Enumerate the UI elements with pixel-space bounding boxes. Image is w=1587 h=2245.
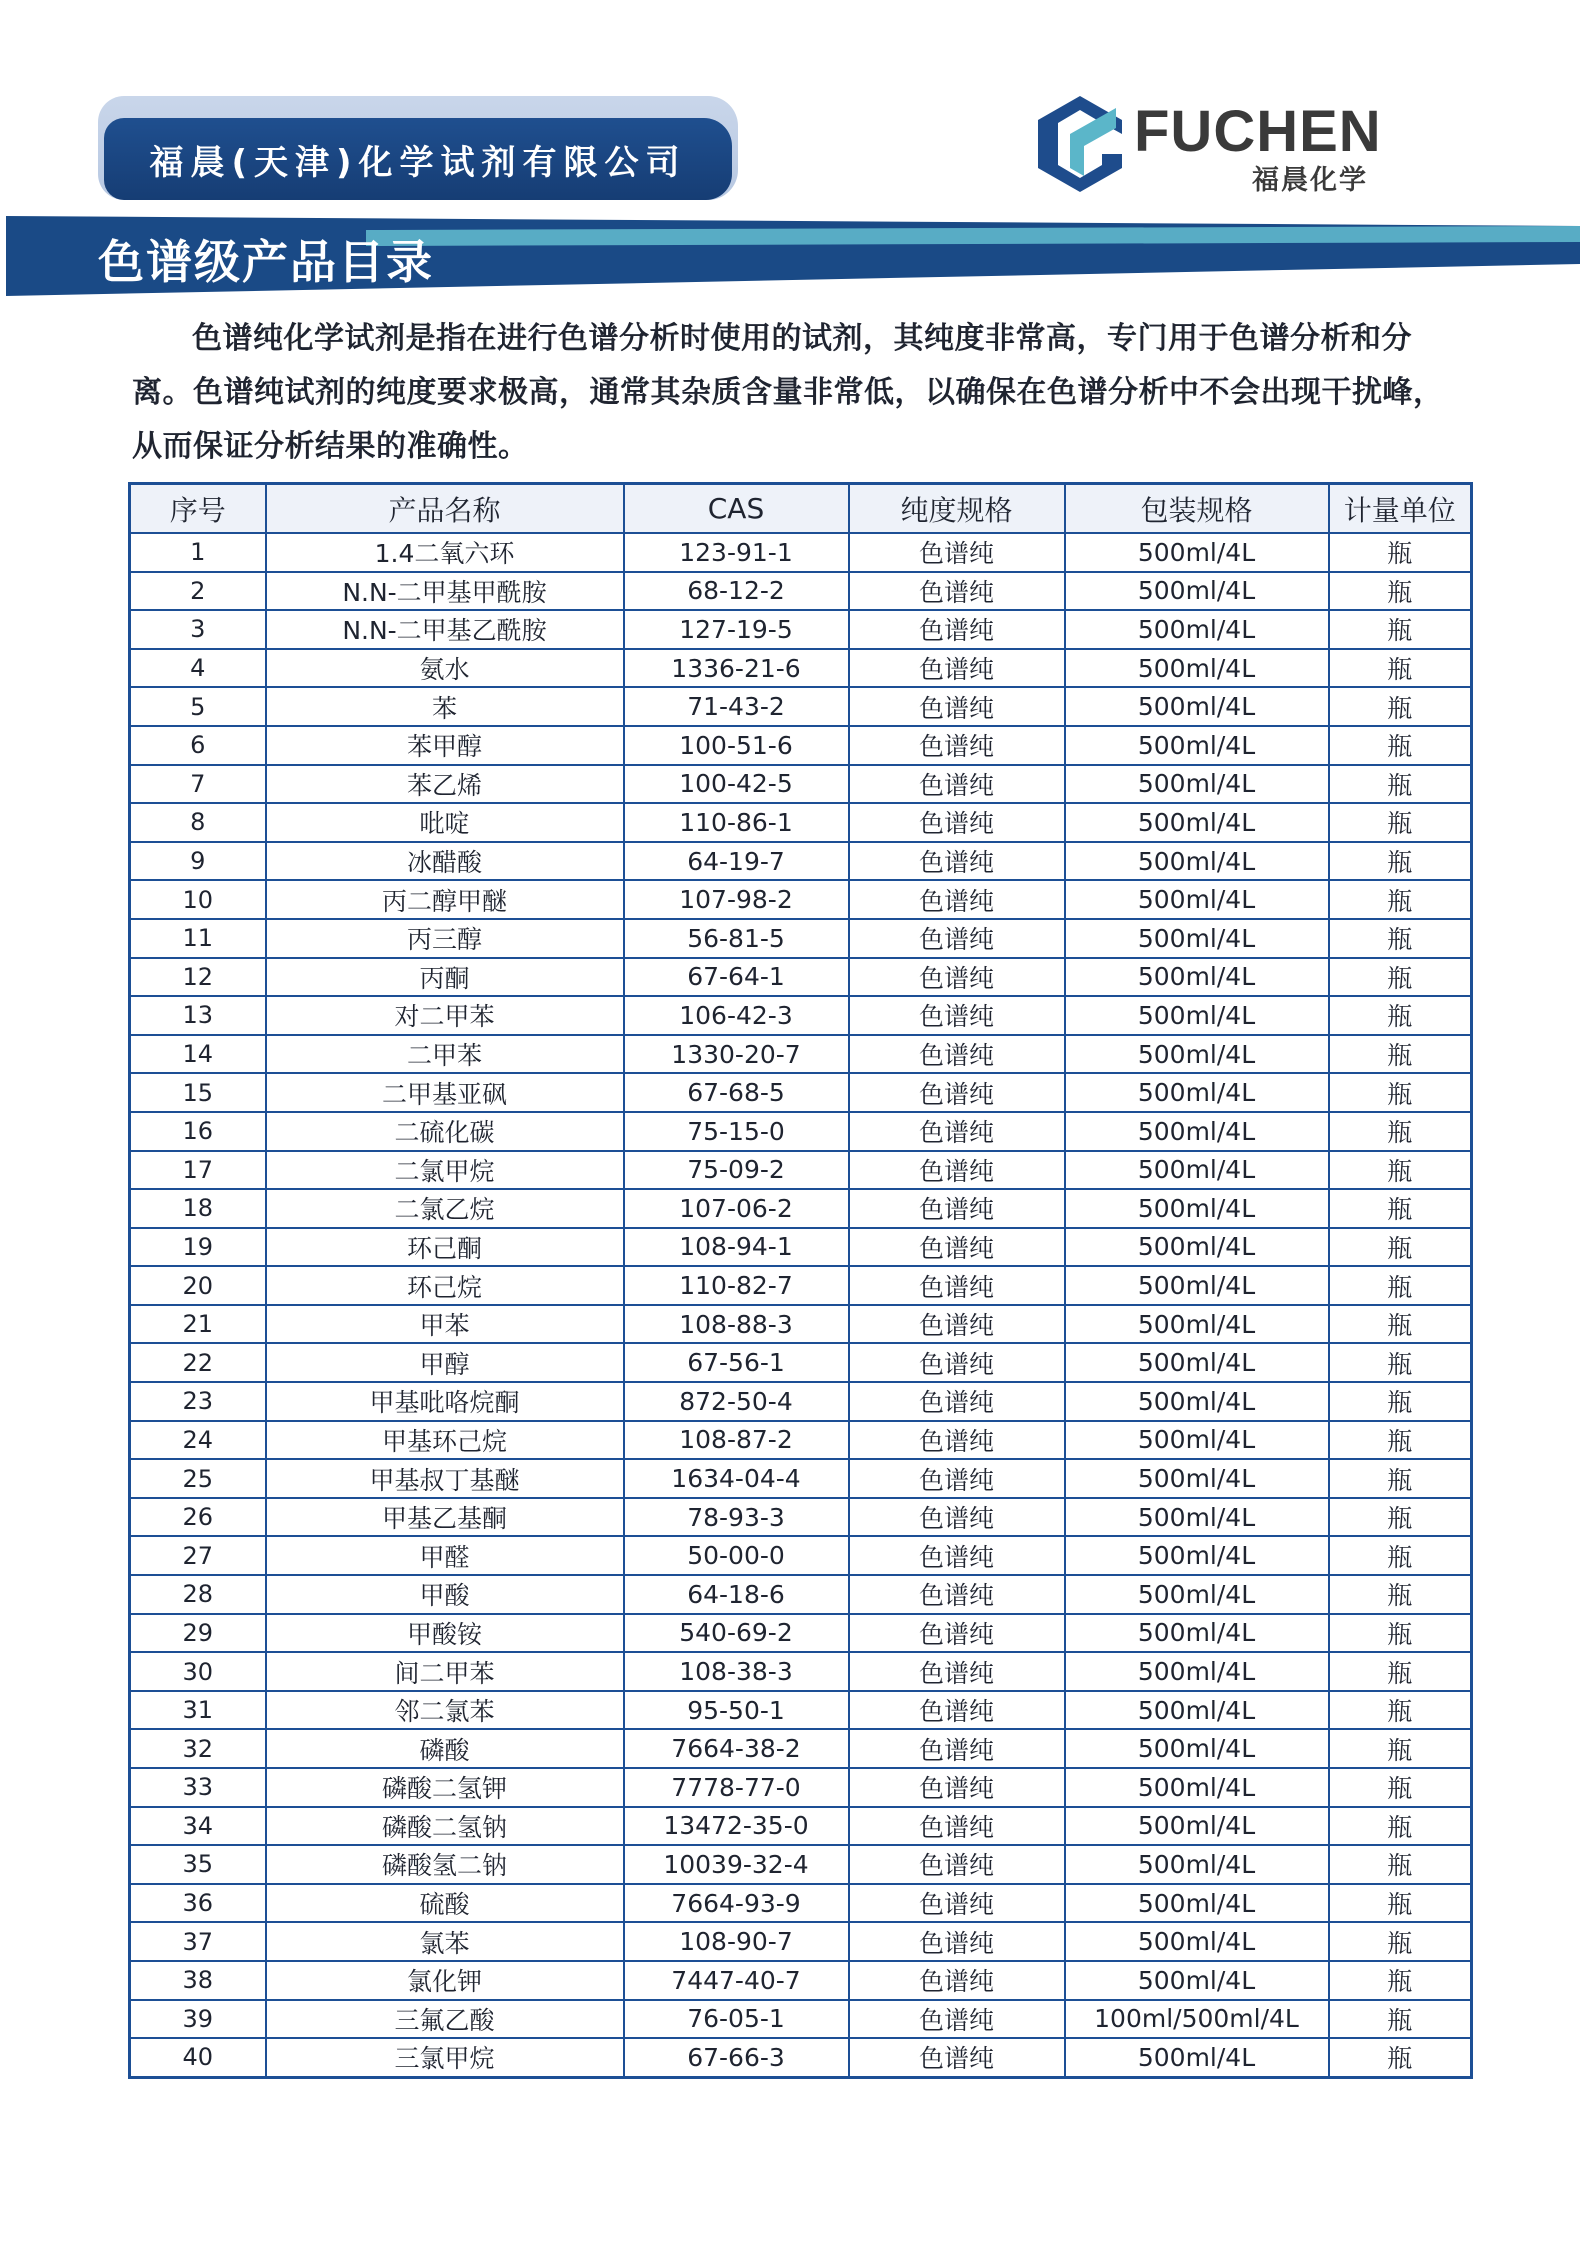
cell-index: 23 xyxy=(130,1382,266,1421)
cell-unit: 瓶 xyxy=(1329,1228,1472,1267)
cell-product-name: 苯甲醇 xyxy=(266,726,624,765)
cell-purity: 色谱纯 xyxy=(849,1382,1065,1421)
cell-unit: 瓶 xyxy=(1329,1421,1472,1460)
cell-index: 8 xyxy=(130,803,266,842)
table-row xyxy=(130,1922,1472,1961)
table-row xyxy=(130,1151,1472,1190)
cell-purity: 色谱纯 xyxy=(849,533,1065,572)
cell-index: 33 xyxy=(130,1768,266,1807)
cell-package: 500ml/4L xyxy=(1065,1922,1329,1961)
table-row xyxy=(130,1961,1472,2000)
cell-cas: 71-43-2 xyxy=(624,687,849,726)
cell-unit: 瓶 xyxy=(1329,1305,1472,1344)
cell-unit: 瓶 xyxy=(1329,1614,1472,1653)
cell-package: 500ml/4L xyxy=(1065,958,1329,997)
cell-cas: 56-81-5 xyxy=(624,919,849,958)
cell-unit: 瓶 xyxy=(1329,996,1472,1035)
cell-product-name: 邻二氯苯 xyxy=(266,1691,624,1730)
cell-unit: 瓶 xyxy=(1329,1035,1472,1074)
cell-product-name: 磷酸氢二钠 xyxy=(266,1845,624,1884)
cell-unit: 瓶 xyxy=(1329,687,1472,726)
section-title: 色谱级产品目录 xyxy=(98,235,434,289)
cell-product-name: N.N-二甲基甲酰胺 xyxy=(266,572,624,611)
cell-index: 21 xyxy=(130,1305,266,1344)
cell-cas: 95-50-1 xyxy=(624,1691,849,1730)
cell-product-name: 冰醋酸 xyxy=(266,842,624,881)
table-row xyxy=(130,533,1472,572)
cell-index: 4 xyxy=(130,649,266,688)
cell-index: 20 xyxy=(130,1266,266,1305)
cell-cas: 110-86-1 xyxy=(624,803,849,842)
cell-index: 15 xyxy=(130,1073,266,1112)
product-table xyxy=(128,482,1473,2079)
cell-cas: 78-93-3 xyxy=(624,1498,849,1537)
cell-cas: 108-88-3 xyxy=(624,1305,849,1344)
cell-package: 500ml/4L xyxy=(1065,1498,1329,1537)
table-row xyxy=(130,1575,1472,1614)
cell-purity: 色谱纯 xyxy=(849,1729,1065,1768)
cell-unit: 瓶 xyxy=(1329,1845,1472,1884)
header-unit: 计量单位 xyxy=(1329,484,1472,534)
cell-cas: 10039-32-4 xyxy=(624,1845,849,1884)
cell-purity: 色谱纯 xyxy=(849,1807,1065,1846)
header-purity: 纯度规格 xyxy=(849,484,1065,534)
header-package: 包装规格 xyxy=(1065,484,1329,534)
cell-product-name: 甲基环己烷 xyxy=(266,1421,624,1460)
cell-unit: 瓶 xyxy=(1329,842,1472,881)
cell-product-name: 间二甲苯 xyxy=(266,1652,624,1691)
table-row xyxy=(130,572,1472,611)
cell-purity: 色谱纯 xyxy=(849,1691,1065,1730)
cell-unit: 瓶 xyxy=(1329,2000,1472,2039)
cell-purity: 色谱纯 xyxy=(849,1961,1065,2000)
table-row xyxy=(130,610,1472,649)
cell-product-name: 甲酸铵 xyxy=(266,1614,624,1653)
cell-product-name: 硫酸 xyxy=(266,1884,624,1923)
cell-unit: 瓶 xyxy=(1329,1652,1472,1691)
table-row xyxy=(130,1884,1472,1923)
cell-purity: 色谱纯 xyxy=(849,842,1065,881)
cell-package: 500ml/4L xyxy=(1065,880,1329,919)
cell-unit: 瓶 xyxy=(1329,765,1472,804)
cell-product-name: 二甲基亚砜 xyxy=(266,1073,624,1112)
cell-cas: 67-68-5 xyxy=(624,1073,849,1112)
cell-cas: 7664-38-2 xyxy=(624,1729,849,1768)
cell-product-name: 二氯甲烷 xyxy=(266,1151,624,1190)
cell-cas: 108-87-2 xyxy=(624,1421,849,1460)
cell-package: 500ml/4L xyxy=(1065,996,1329,1035)
cell-unit: 瓶 xyxy=(1329,803,1472,842)
cell-package: 500ml/4L xyxy=(1065,1961,1329,2000)
table-row xyxy=(130,1845,1472,1884)
table-row xyxy=(130,1266,1472,1305)
cell-cas: 68-12-2 xyxy=(624,572,849,611)
cell-index: 36 xyxy=(130,1884,266,1923)
cell-unit: 瓶 xyxy=(1329,1459,1472,1498)
cell-unit: 瓶 xyxy=(1329,1807,1472,1846)
cell-purity: 色谱纯 xyxy=(849,1421,1065,1460)
cell-index: 6 xyxy=(130,726,266,765)
cell-unit: 瓶 xyxy=(1329,1536,1472,1575)
logo-subtext: 福晨化学 xyxy=(1252,165,1368,196)
cell-purity: 色谱纯 xyxy=(849,1536,1065,1575)
table-header-row xyxy=(130,484,1472,534)
cell-product-name: 磷酸 xyxy=(266,1729,624,1768)
cell-index: 37 xyxy=(130,1922,266,1961)
cell-index: 19 xyxy=(130,1228,266,1267)
cell-cas: 7664-93-9 xyxy=(624,1884,849,1923)
table-row xyxy=(130,1305,1472,1344)
cell-package: 500ml/4L xyxy=(1065,1382,1329,1421)
cell-unit: 瓶 xyxy=(1329,1266,1472,1305)
cell-package: 500ml/4L xyxy=(1065,726,1329,765)
fuchen-logo-icon xyxy=(1030,94,1130,194)
cell-cas: 1634-04-4 xyxy=(624,1459,849,1498)
cell-cas: 110-82-7 xyxy=(624,1266,849,1305)
cell-purity: 色谱纯 xyxy=(849,1922,1065,1961)
cell-index: 28 xyxy=(130,1575,266,1614)
cell-index: 16 xyxy=(130,1112,266,1151)
cell-product-name: 三氯甲烷 xyxy=(266,2038,624,2077)
cell-purity: 色谱纯 xyxy=(849,1073,1065,1112)
cell-index: 29 xyxy=(130,1614,266,1653)
table-row xyxy=(130,649,1472,688)
cell-purity: 色谱纯 xyxy=(849,1614,1065,1653)
cell-product-name: N.N-二甲基乙酰胺 xyxy=(266,610,624,649)
table-row xyxy=(130,1073,1472,1112)
cell-cas: 50-00-0 xyxy=(624,1536,849,1575)
cell-cas: 64-18-6 xyxy=(624,1575,849,1614)
cell-package: 500ml/4L xyxy=(1065,610,1329,649)
cell-unit: 瓶 xyxy=(1329,880,1472,919)
cell-unit: 瓶 xyxy=(1329,1073,1472,1112)
cell-index: 30 xyxy=(130,1652,266,1691)
cell-unit: 瓶 xyxy=(1329,533,1472,572)
cell-product-name: 甲基乙基酮 xyxy=(266,1498,624,1537)
cell-package: 500ml/4L xyxy=(1065,1228,1329,1267)
cell-package: 500ml/4L xyxy=(1065,842,1329,881)
cell-purity: 色谱纯 xyxy=(849,2038,1065,2077)
cell-package: 500ml/4L xyxy=(1065,1151,1329,1190)
cell-package: 500ml/4L xyxy=(1065,1691,1329,1730)
table-row xyxy=(130,2038,1472,2077)
header-product-name: 产品名称 xyxy=(266,484,624,534)
cell-purity: 色谱纯 xyxy=(849,1266,1065,1305)
table-row xyxy=(130,1691,1472,1730)
cell-index: 2 xyxy=(130,572,266,611)
table-row xyxy=(130,842,1472,881)
cell-product-name: 丙二醇甲醚 xyxy=(266,880,624,919)
cell-package: 500ml/4L xyxy=(1065,1112,1329,1151)
cell-package: 500ml/4L xyxy=(1065,572,1329,611)
cell-package: 500ml/4L xyxy=(1065,1189,1329,1228)
header-cas: CAS xyxy=(624,484,849,534)
cell-purity: 色谱纯 xyxy=(849,649,1065,688)
cell-purity: 色谱纯 xyxy=(849,1305,1065,1344)
cell-unit: 瓶 xyxy=(1329,1151,1472,1190)
table-row xyxy=(130,996,1472,1035)
cell-unit: 瓶 xyxy=(1329,958,1472,997)
cell-unit: 瓶 xyxy=(1329,1768,1472,1807)
table-row xyxy=(130,880,1472,919)
cell-purity: 色谱纯 xyxy=(849,572,1065,611)
cell-package: 500ml/4L xyxy=(1065,1884,1329,1923)
cell-index: 1 xyxy=(130,533,266,572)
cell-cas: 106-42-3 xyxy=(624,996,849,1035)
cell-index: 18 xyxy=(130,1189,266,1228)
table-row xyxy=(130,958,1472,997)
cell-unit: 瓶 xyxy=(1329,649,1472,688)
cell-cas: 1330-20-7 xyxy=(624,1035,849,1074)
table-row xyxy=(130,765,1472,804)
cell-index: 9 xyxy=(130,842,266,881)
cell-index: 10 xyxy=(130,880,266,919)
cell-product-name: 磷酸二氢钠 xyxy=(266,1807,624,1846)
cell-cas: 108-90-7 xyxy=(624,1922,849,1961)
cell-purity: 色谱纯 xyxy=(849,958,1065,997)
cell-cas: 872-50-4 xyxy=(624,1382,849,1421)
cell-package: 500ml/4L xyxy=(1065,1575,1329,1614)
table-row xyxy=(130,1189,1472,1228)
cell-product-name: 1.4二氧六环 xyxy=(266,533,624,572)
table-row xyxy=(130,687,1472,726)
cell-purity: 色谱纯 xyxy=(849,996,1065,1035)
cell-package: 500ml/4L xyxy=(1065,1343,1329,1382)
cell-product-name: 甲基叔丁基醚 xyxy=(266,1459,624,1498)
table-row xyxy=(130,1112,1472,1151)
cell-package: 500ml/4L xyxy=(1065,1807,1329,1846)
cell-cas: 127-19-5 xyxy=(624,610,849,649)
cell-package: 500ml/4L xyxy=(1065,2038,1329,2077)
cell-cas: 100-42-5 xyxy=(624,765,849,804)
cell-product-name: 磷酸二氢钾 xyxy=(266,1768,624,1807)
table-row xyxy=(130,1498,1472,1537)
cell-purity: 色谱纯 xyxy=(849,1845,1065,1884)
cell-unit: 瓶 xyxy=(1329,1922,1472,1961)
cell-package: 500ml/4L xyxy=(1065,1459,1329,1498)
cell-product-name: 二甲苯 xyxy=(266,1035,624,1074)
intro-paragraph: 色谱纯化学试剂是指在进行色谱分析时使用的试剂，其纯度非常高，专门用于色谱分析和分离。色谱纯试剂的纯度要求极高，通常其杂质含量非常低，以确保在色谱分析中不会出现干扰峰，从而保证分析结果的准确性。 xyxy=(132,321,1444,464)
cell-unit: 瓶 xyxy=(1329,1112,1472,1151)
cell-cas: 75-15-0 xyxy=(624,1112,849,1151)
table-row xyxy=(130,1729,1472,1768)
cell-unit: 瓶 xyxy=(1329,572,1472,611)
cell-purity: 色谱纯 xyxy=(849,880,1065,919)
cell-index: 7 xyxy=(130,765,266,804)
table-row xyxy=(130,1228,1472,1267)
cell-product-name: 环己酮 xyxy=(266,1228,624,1267)
cell-purity: 色谱纯 xyxy=(849,1189,1065,1228)
cell-index: 39 xyxy=(130,2000,266,2039)
cell-unit: 瓶 xyxy=(1329,1729,1472,1768)
cell-index: 3 xyxy=(130,610,266,649)
table-row xyxy=(130,1807,1472,1846)
cell-cas: 100-51-6 xyxy=(624,726,849,765)
cell-cas: 7778-77-0 xyxy=(624,1768,849,1807)
cell-package: 500ml/4L xyxy=(1065,765,1329,804)
cell-purity: 色谱纯 xyxy=(849,1575,1065,1614)
cell-unit: 瓶 xyxy=(1329,1691,1472,1730)
cell-package: 500ml/4L xyxy=(1065,1305,1329,1344)
cell-index: 26 xyxy=(130,1498,266,1537)
table-row xyxy=(130,1343,1472,1382)
cell-unit: 瓶 xyxy=(1329,1575,1472,1614)
cell-cas: 76-05-1 xyxy=(624,2000,849,2039)
cell-package: 500ml/4L xyxy=(1065,919,1329,958)
cell-package: 500ml/4L xyxy=(1065,533,1329,572)
cell-cas: 108-94-1 xyxy=(624,1228,849,1267)
cell-purity: 色谱纯 xyxy=(849,1498,1065,1537)
cell-unit: 瓶 xyxy=(1329,919,1472,958)
table-row xyxy=(130,1459,1472,1498)
cell-unit: 瓶 xyxy=(1329,2038,1472,2077)
cell-package: 500ml/4L xyxy=(1065,1652,1329,1691)
cell-package: 500ml/4L xyxy=(1065,1614,1329,1653)
cell-index: 27 xyxy=(130,1536,266,1575)
cell-product-name: 三氟乙酸 xyxy=(266,2000,624,2039)
cell-product-name: 氯化钾 xyxy=(266,1961,624,2000)
cell-product-name: 甲醛 xyxy=(266,1536,624,1575)
table-row xyxy=(130,1614,1472,1653)
cell-unit: 瓶 xyxy=(1329,1498,1472,1537)
table-body xyxy=(130,533,1472,2077)
cell-purity: 色谱纯 xyxy=(849,1768,1065,1807)
cell-index: 22 xyxy=(130,1343,266,1382)
cell-product-name: 氨水 xyxy=(266,649,624,688)
cell-index: 12 xyxy=(130,958,266,997)
company-name: 福晨(天津)化学试剂有限公司 xyxy=(149,142,687,183)
cell-product-name: 环己烷 xyxy=(266,1266,624,1305)
cell-index: 25 xyxy=(130,1459,266,1498)
table-row xyxy=(130,1421,1472,1460)
cell-purity: 色谱纯 xyxy=(849,1459,1065,1498)
product-table-wrapper xyxy=(128,482,1470,2079)
cell-cas: 107-98-2 xyxy=(624,880,849,919)
cell-purity: 色谱纯 xyxy=(849,2000,1065,2039)
cell-cas: 13472-35-0 xyxy=(624,1807,849,1846)
cell-product-name: 苯 xyxy=(266,687,624,726)
cell-product-name: 甲苯 xyxy=(266,1305,624,1344)
cell-product-name: 丙三醇 xyxy=(266,919,624,958)
cell-unit: 瓶 xyxy=(1329,610,1472,649)
cell-cas: 64-19-7 xyxy=(624,842,849,881)
cell-package: 500ml/4L xyxy=(1065,1729,1329,1768)
cell-package: 500ml/4L xyxy=(1065,1035,1329,1074)
cell-product-name: 二氯乙烷 xyxy=(266,1189,624,1228)
cell-package: 500ml/4L xyxy=(1065,1266,1329,1305)
cell-purity: 色谱纯 xyxy=(849,1112,1065,1151)
cell-index: 40 xyxy=(130,2038,266,2077)
cell-index: 24 xyxy=(130,1421,266,1460)
cell-product-name: 吡啶 xyxy=(266,803,624,842)
cell-product-name: 对二甲苯 xyxy=(266,996,624,1035)
cell-package: 500ml/4L xyxy=(1065,687,1329,726)
logo-wordmark: FUCHEN xyxy=(1134,99,1382,164)
cell-cas: 123-91-1 xyxy=(624,533,849,572)
cell-unit: 瓶 xyxy=(1329,1343,1472,1382)
cell-purity: 色谱纯 xyxy=(849,610,1065,649)
cell-package: 500ml/4L xyxy=(1065,1536,1329,1575)
cell-index: 31 xyxy=(130,1691,266,1730)
cell-index: 11 xyxy=(130,919,266,958)
cell-purity: 色谱纯 xyxy=(849,1228,1065,1267)
cell-cas: 67-64-1 xyxy=(624,958,849,997)
table-row xyxy=(130,1768,1472,1807)
cell-index: 38 xyxy=(130,1961,266,2000)
cell-package: 500ml/4L xyxy=(1065,1845,1329,1884)
table-row xyxy=(130,2000,1472,2039)
table-row xyxy=(130,919,1472,958)
fuchen-logo xyxy=(1030,90,1390,200)
cell-cas: 7447-40-7 xyxy=(624,1961,849,2000)
cell-index: 34 xyxy=(130,1807,266,1846)
company-banner xyxy=(104,118,732,200)
cell-product-name: 二硫化碳 xyxy=(266,1112,624,1151)
table-row xyxy=(130,1536,1472,1575)
cell-cas: 1336-21-6 xyxy=(624,649,849,688)
cell-unit: 瓶 xyxy=(1329,1884,1472,1923)
cell-product-name: 氯苯 xyxy=(266,1922,624,1961)
table-row xyxy=(130,1382,1472,1421)
cell-purity: 色谱纯 xyxy=(849,726,1065,765)
cell-purity: 色谱纯 xyxy=(849,1652,1065,1691)
cell-purity: 色谱纯 xyxy=(849,1884,1065,1923)
cell-package: 500ml/4L xyxy=(1065,1421,1329,1460)
cell-cas: 540-69-2 xyxy=(624,1614,849,1653)
table-row xyxy=(130,803,1472,842)
cell-purity: 色谱纯 xyxy=(849,803,1065,842)
cell-product-name: 甲醇 xyxy=(266,1343,624,1382)
cell-cas: 107-06-2 xyxy=(624,1189,849,1228)
cell-purity: 色谱纯 xyxy=(849,1151,1065,1190)
cell-cas: 75-09-2 xyxy=(624,1151,849,1190)
cell-package: 500ml/4L xyxy=(1065,1768,1329,1807)
cell-product-name: 丙酮 xyxy=(266,958,624,997)
cell-purity: 色谱纯 xyxy=(849,1343,1065,1382)
table-row xyxy=(130,1652,1472,1691)
table-row xyxy=(130,726,1472,765)
cell-package: 500ml/4L xyxy=(1065,1073,1329,1112)
cell-product-name: 甲基吡咯烷酮 xyxy=(266,1382,624,1421)
cell-unit: 瓶 xyxy=(1329,1382,1472,1421)
header-index: 序号 xyxy=(130,484,266,534)
cell-unit: 瓶 xyxy=(1329,726,1472,765)
cell-index: 35 xyxy=(130,1845,266,1884)
cell-package: 500ml/4L xyxy=(1065,803,1329,842)
cell-index: 32 xyxy=(130,1729,266,1768)
cell-package: 500ml/4L xyxy=(1065,649,1329,688)
cell-cas: 67-66-3 xyxy=(624,2038,849,2077)
cell-cas: 67-56-1 xyxy=(624,1343,849,1382)
cell-purity: 色谱纯 xyxy=(849,765,1065,804)
cell-index: 17 xyxy=(130,1151,266,1190)
cell-package: 100ml/500ml/4L xyxy=(1065,2000,1329,2039)
cell-unit: 瓶 xyxy=(1329,1189,1472,1228)
cell-product-name: 苯乙烯 xyxy=(266,765,624,804)
table-row xyxy=(130,1035,1472,1074)
cell-purity: 色谱纯 xyxy=(849,919,1065,958)
cell-product-name: 甲酸 xyxy=(266,1575,624,1614)
cell-purity: 色谱纯 xyxy=(849,687,1065,726)
cell-index: 14 xyxy=(130,1035,266,1074)
cell-purity: 色谱纯 xyxy=(849,1035,1065,1074)
cell-unit: 瓶 xyxy=(1329,1961,1472,2000)
cell-index: 13 xyxy=(130,996,266,1035)
cell-cas: 108-38-3 xyxy=(624,1652,849,1691)
cell-index: 5 xyxy=(130,687,266,726)
